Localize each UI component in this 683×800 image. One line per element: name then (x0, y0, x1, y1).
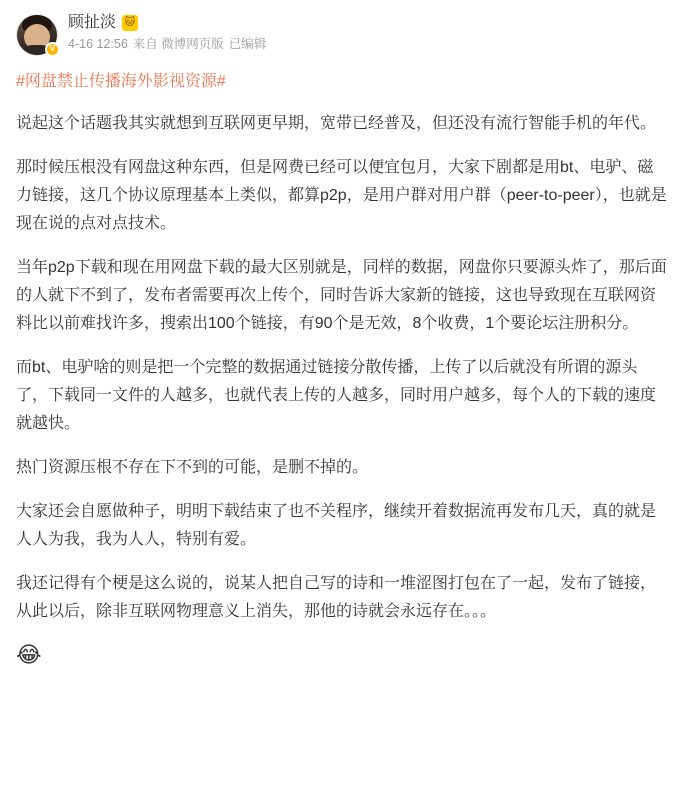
post-paragraph: 热门资源压根不存在下不到的可能，是删不掉的。 (16, 459, 369, 476)
post-paragraph: 说起这个话题我其实就想到互联网更早期，宽带已经普及，但还没有流行智能手机的年代。 (16, 115, 657, 132)
vip-cat-glyph: 🐱 (124, 17, 136, 29)
post-paragraph: 当年p2p下载和现在用网盘下载的最大区别就是，同样的数据，网盘你只要源头炸了，那后面的人就下不到了，发布者需要再次上传个，同时告诉大家新的链接，这也导致现在互联网资料比以前难找许多，搜索出100个链接，有90个是无效，8个收费，1个要论坛注册积分。 (16, 259, 667, 332)
vip-cat-icon[interactable] (122, 15, 138, 31)
post-meta (68, 14, 266, 51)
verified-check-glyph: V (49, 44, 56, 54)
topic-link[interactable]: #网盘禁止传播海外影视资源# (16, 73, 226, 90)
post-paragraph: 而bt、电驴啥的则是把一个完整的数据通过链接分散传播，上传了以后就没有所谓的源头了，下载同一文件的人越多，也就代表上传的人越多，同时用户越多，每个人的下载的速度就越快。 (16, 359, 657, 432)
verified-badge-icon[interactable] (45, 42, 60, 57)
post-content (16, 110, 667, 668)
post-edited-label: 已编辑 (228, 37, 267, 51)
trailing-emoji-icon: 😂 (16, 642, 42, 667)
author-row (68, 15, 266, 31)
post-source[interactable]: 来自 微博网页版 (132, 37, 224, 51)
author-name[interactable]: 顾扯淡 (68, 14, 117, 31)
post-timestamp[interactable]: 4-16 12:56 (68, 37, 128, 51)
avatar[interactable] (16, 14, 58, 56)
post-paragraph: 我还记得有个梗是这么说的，说某人把自己写的诗和一堆涩图打包在了一起，发布了链接，从此以后，除非互联网物理意义上消失，那他的诗就会永远存在。。。 (16, 575, 657, 620)
post-meta-line (68, 38, 266, 51)
post-paragraph: 大家还会自愿做种子，明明下载结束了也不关程序，继续开着数据流再发布几天，真的就是人人为我，我为人人，特别有爱。 (16, 503, 657, 548)
post-header (16, 14, 667, 56)
post-paragraph: 那时候压根没有网盘这种东西，但是网费已经可以便宜包月，大家下剧都是用bt、电驴、磁力链接，这几个协议原理基本上类似，都算p2p，是用户群对用户群（peer-to-peer），也就是现在说的点对点技术。 (16, 159, 667, 232)
